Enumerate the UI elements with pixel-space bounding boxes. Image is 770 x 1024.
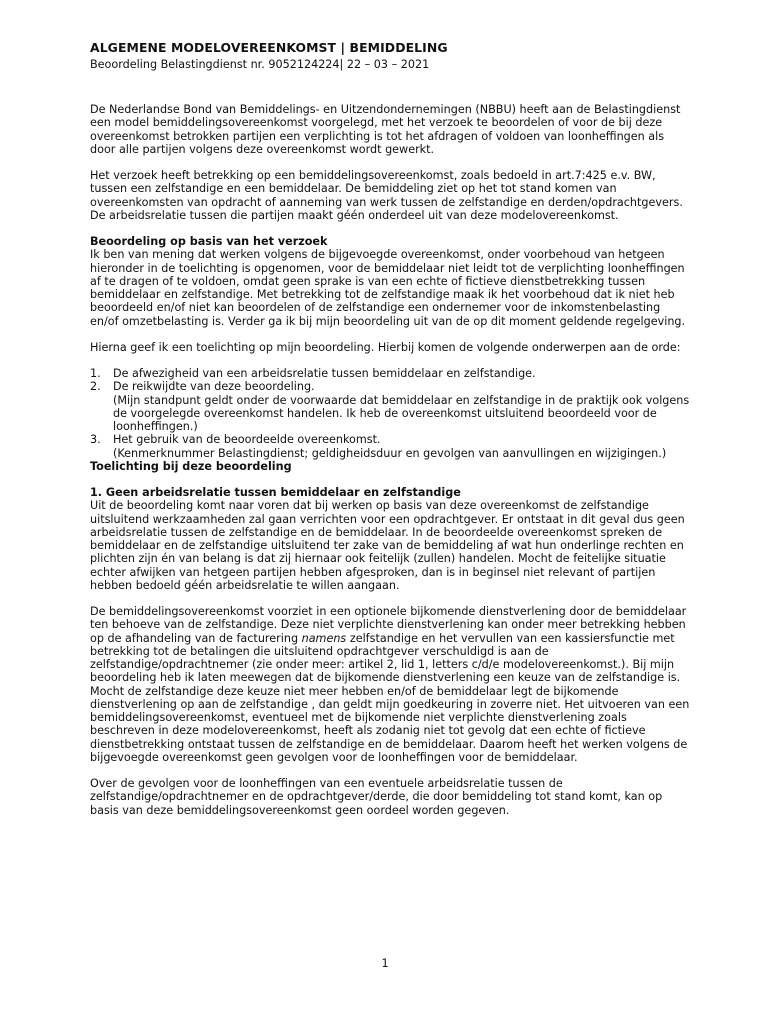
page-number: 1 — [381, 957, 389, 970]
topics-list — [90, 367, 690, 460]
list-item-note: (Kenmerknummer Belastingdienst; geldigheidsduur en gevolgen van aanvullingen en wijzigingen.) — [113, 446, 667, 460]
document-page — [90, 40, 690, 817]
section-1 — [90, 486, 690, 592]
assessment-paragraph: Ik ben van mening dat werken volgens de bijgevoegde overeenkomst, onder voorbehoud van hetgeen hieronder in de toelichting is opgenomen, voor de bemiddelaar niet leidt tot de verplichting loonheffingen af te dragen of te voldoen, omdat geen sprake is van een echte of fictieve dienstbetrekking tussen bemiddelaar en zelfstandige. Met betrekking tot de zelfstandige maak ik het voorbehoud dat ik niet heb beoordeeld en/of niet kan beoordelen of de zelfstandige een ondernemer voor de inkomstenbelasting en/of omzetbelasting is. Verder ga ik bij mijn beoordeling uit van de op dit moment geldende regelgeving. — [90, 248, 686, 328]
paragraph-2-text-before: De bemiddelingsovereenkomst voorziet in een optionele bijkomende dienstverlening door de bemiddelaar ten behoeve van de zelfstandige. Deze niet verplichte dienstverlening kan onder meer betrekking hebben op de afhandeling van de facturering — [90, 605, 687, 645]
list-item-number: 3. — [90, 433, 101, 447]
list-item-text: Het gebruik van de beoordeelde overeenkomst. — [113, 433, 381, 447]
intro-paragraph-1: De Nederlandse Bond van Bemiddelings- en Uitzendondernemingen (NBBU) heeft aan de Belastingdienst een model bemiddelingsovereenkomst voorgelegd, met het verzoek te beoordelen of voor de bij deze overeenkomst betrokken partijen een verplichting is tot het afdragen of voldoen van loonheffingen als door alle partijen volgens deze overeenkomst wordt gewerkt. — [90, 103, 681, 156]
section-1-paragraph-3: Over de gevolgen voor de loonheffingen van een eventuele arbeidsrelatie tussen de zelfstandige/opdrachtnemer en de opdrachtgever/derde, die door bemiddeling tot stand komt, kan op basis van deze bemiddelingsovereenkomst geen oordeel worden gegeven. — [90, 777, 663, 817]
section-1-paragraph-2 — [90, 605, 690, 764]
list-item-number: 2. — [90, 380, 101, 394]
document-title: ALGEMENE MODELOVEREENKOMST | BEMIDDELING — [90, 40, 448, 55]
paragraph-2-text-after: zelfstandige en het vervullen van een kassiersfunctie met betrekking tot de betalingen die uitsluitend opdrachtgever verschuldigd is aan de zelfstandige/opdrachtnemer (zie onder meer: artikel 2, lid 1, letters c/d/e modelovereenkomst.). Bij mijn beoordeling heb ik laten meewegen dat de bijkomende dienstverlening een keuze van de zelfstandige is. Mocht de zelfstandige deze keuze niet meer hebben en/of de bemiddelaar legt de bijkomende dienstverlening op aan de zelfstandige , dan geldt mijn goedkeuring in zoverre niet. Het uitvoeren van een bemiddelingsovereenkomst, eventueel met de bijkomende niet verplichte dienstverlening zoals beschreven in deze modelovereenkomst, heeft als zodanig niet tot gevolg dat een echte of fictieve dienstbetrekking ontstaat tussen de zelfstandige en de bemiddelaar. Daarom heeft het werken volgens de bijgevoegde overeenkomst geen gevolgen voor de loonheffingen voor de bemiddelaar. — [90, 631, 690, 764]
list-item-body — [113, 367, 690, 380]
document-subtitle: Beoordeling Belastingdienst nr. 9052124224| 22 – 03 – 2021 — [90, 58, 430, 71]
section-1-paragraph-1: Uit de beoordeling komt naar voren dat bij werken op basis van deze overeenkomst de zelfstandige uitsluitend werkzaamheden zal gaan verrichten voor een opdrachtgever. Er ontstaat in dit geval dus geen arbeidsrelatie tussen de zelfstandige en de bemiddelaar. In de beoordeelde overeenkomst spreken de bemiddelaar en de zelfstandige uitsluitend ter zake van de bemiddeling af wat hun onderlinge rechten en plichten zijn én van belang is dat zij hiernaar ook feitelijk (zullen) handelen. Mocht de feitelijke situatie echter afwijken van hetgeen partijen hebben afgesproken, dan is in beginsel niet relevant of partijen hebben bedoeld géén arbeidsrelatie te willen aangaan. — [90, 499, 685, 592]
section-1-heading: 1. Geen arbeidsrelatie tussen bemiddelaar en zelfstandige — [90, 486, 461, 499]
list-item — [90, 380, 690, 433]
list-item-text: De afwezigheid van een arbeidsrelatie tussen bemiddelaar en zelfstandige. — [113, 367, 536, 380]
list-item-number: 1. — [90, 367, 101, 380]
list-item-text: De reikwijdte van deze beoordeling. — [113, 380, 315, 394]
assessment-section — [90, 235, 690, 328]
assessment-heading: Beoordeling op basis van het verzoek — [90, 235, 328, 248]
list-item-body — [113, 380, 690, 433]
list-item — [90, 367, 690, 380]
topics-intro-paragraph: Hierna geef ik een toelichting op mijn beoordeling. Hierbij komen de volgende onderwerpen aan de orde: — [90, 340, 681, 354]
list-item-body — [113, 433, 690, 460]
paragraph-2-italic-word: namens — [301, 631, 347, 645]
list-item-note: (Mijn standpunt geldt onder de voorwaarde dat bemiddelaar en zelfstandige in de praktijk ook volgens de voorgelegde overeenkomst handelen. Ik heb de overeenkomst uitsluitend beoordeeld voor de loonheffingen.) — [113, 393, 690, 433]
list-item — [90, 433, 690, 460]
intro-paragraph-2: Het verzoek heeft betrekking op een bemiddelingsovereenkomst, zoals bedoeld in art.7:425 e.v. BW, tussen een zelfstandige en een bemiddelaar. De bemiddeling ziet op het tot stand komen van overeenkomsten van opdracht of aanneming van werk tussen de zelfstandige en derden/opdrachtgevers. De arbeidsrelatie tussen die partijen maakt géén onderdeel uit van deze modelovereenkomst. — [90, 169, 683, 222]
explanation-heading: Toelichting bij deze beoordeling — [90, 459, 292, 473]
